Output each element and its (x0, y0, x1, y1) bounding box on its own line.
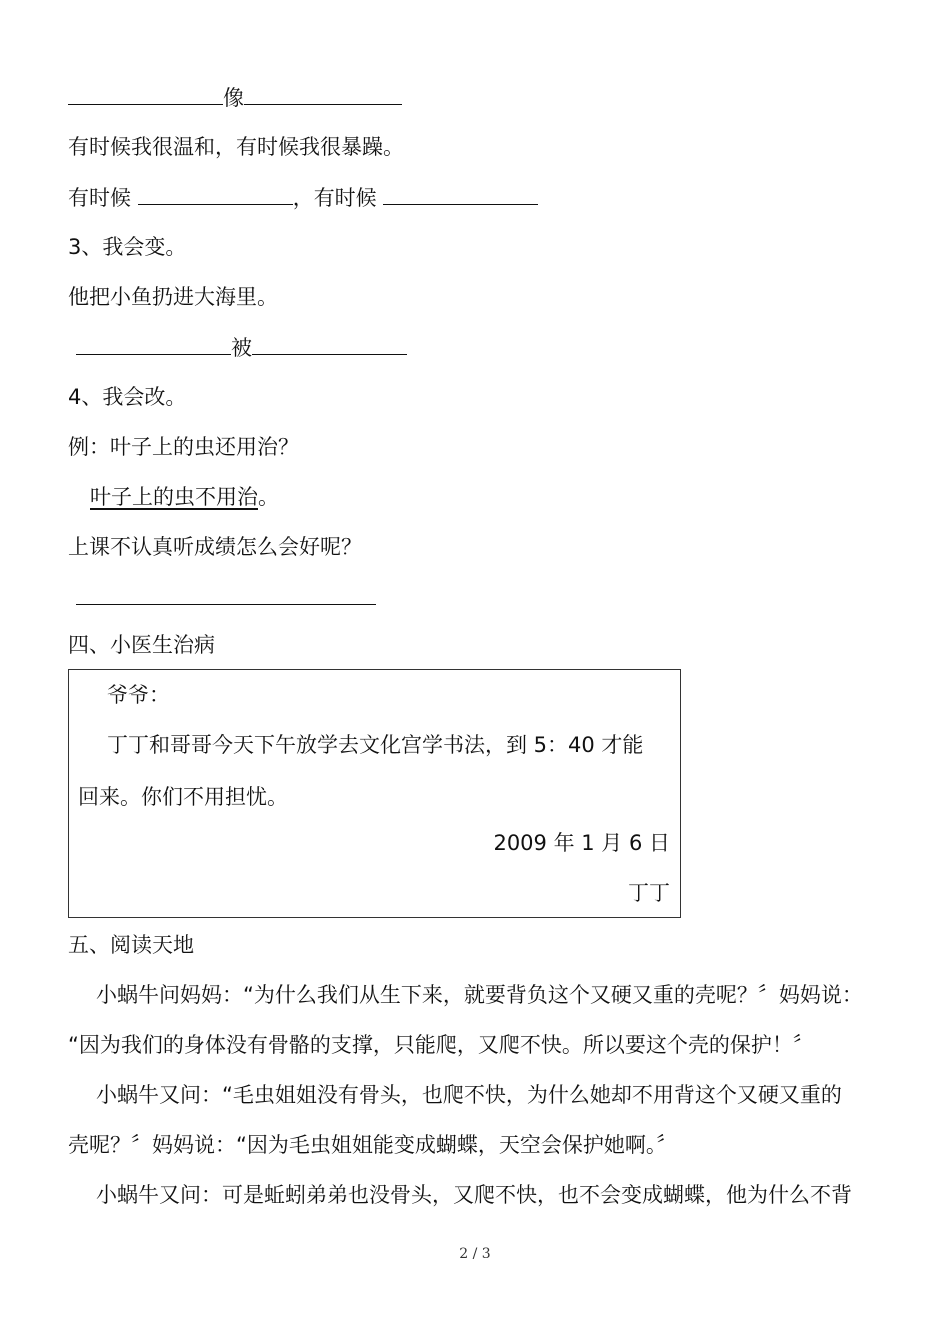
answer-blank[interactable] (138, 182, 293, 205)
youshihou-word: 有时候 (68, 186, 131, 210)
reading-line: 小蜗牛又问：可是蚯蚓弟弟也没骨头，又爬不快，也不会变成蝴蝶，他为什么不背 (96, 1183, 852, 1207)
youshihou-word: 有时候 (313, 186, 377, 210)
simile-word: 像 (223, 86, 244, 110)
exercise-3-sentence: 他把小鱼扔进大海里。 (68, 285, 278, 309)
simile-fill-line (68, 82, 402, 112)
note-body-line: 回来。你们不用担忧。 (78, 785, 288, 809)
rewrite-fill-line (76, 582, 376, 612)
answer-blank[interactable] (252, 332, 407, 355)
note-salutation: 爷爷： (107, 683, 170, 707)
exercise-4-heading: 4、我会改。 (68, 385, 187, 409)
example-sentence: 有时候我很温和，有时候我很暴躁。 (68, 135, 404, 159)
answer-blank[interactable] (76, 582, 376, 605)
reading-line: 小蜗牛又问：“毛虫姐姐没有骨头，也爬不快，为什么她却不用背这个又硬又重的 (96, 1083, 842, 1107)
answer-blank[interactable] (68, 82, 223, 105)
exercise-4-question: 上课不认真听成绩怎么会好呢？ (68, 535, 362, 559)
note-body-line: 丁丁和哥哥今天下午放学去文化宫学书法，到 5：40 才能 (107, 733, 644, 757)
period: 。 (258, 485, 279, 509)
section-4-heading: 四、小医生治病 (68, 633, 215, 657)
example-answer-text: 叶子上的虫不用治 (90, 485, 258, 509)
answer-blank[interactable] (76, 332, 231, 355)
comma: ， (292, 186, 314, 210)
reading-line: 小蜗牛问妈妈：“为什么我们从生下来，就要背负这个又硬又重的壳呢？〞妈妈说： (96, 983, 863, 1007)
youshihou-fill-line (68, 182, 538, 212)
note-date: 2009 年 1 月 6 日 (493, 831, 670, 855)
exercise-4-example-answer (90, 482, 279, 512)
bei-word: 被 (231, 336, 252, 360)
page-number: 2 / 3 (459, 1246, 491, 1262)
note-box (68, 669, 681, 918)
bei-fill-line (76, 332, 407, 362)
reading-line: 壳呢？〞妈妈说：“因为毛虫姐姐能变成蝴蝶，天空会保护她啊。〞 (68, 1133, 678, 1157)
note-signature: 丁丁 (628, 881, 670, 905)
exercise-4-example: 例：叶子上的虫还用治？ (68, 435, 299, 459)
reading-line: “因为我们的身体没有骨骼的支撑，只能爬，又爬不快。所以要这个壳的保护！〞 (68, 1033, 814, 1057)
exercise-3-heading: 3、我会变。 (68, 235, 187, 259)
answer-blank[interactable] (244, 82, 402, 105)
answer-blank[interactable] (383, 182, 538, 205)
section-5-heading: 五、阅读天地 (68, 933, 194, 957)
